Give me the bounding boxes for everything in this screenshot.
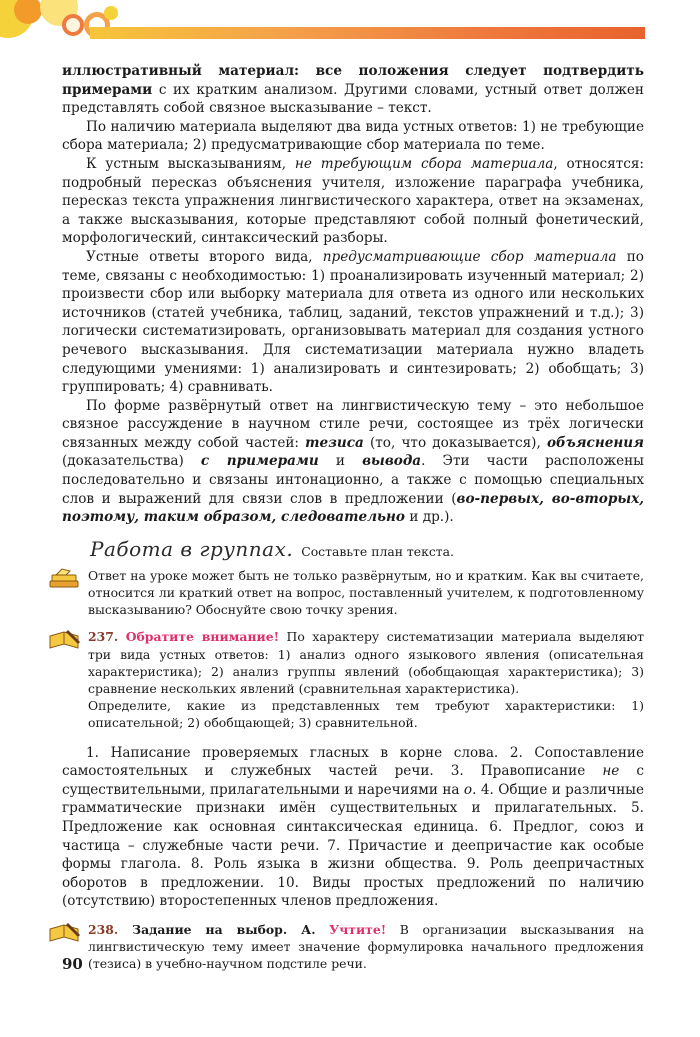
group-work-instruction: Составьте план текста. [301, 543, 454, 559]
pen-notebook-icon [48, 921, 84, 945]
group-work-text: Ответ на уроке может быть не только развёрнутым, но и кратким. Как вы считаете, относится ли краткий ответ на вопрос, поставленный учителем, к подготовленному высказыванию? Обоснуйте свою точку зрения. [88, 567, 644, 618]
paragraph: По форме развёрнутый ответ на лингвистическую тему – это небольшое связное рассуждение в научном стиле речи, состоящее из трёх логически связанных между собой частей: тезиса (то, что доказывается), объяснения (доказательства) с примерами и вывода. Эти части расположены последовательно и связаны интонационно, а также с помощью специальных слов и выражений для связи слов в предложении (во-первых, во-вторых, поэтому, таким образом, следовательно и др.). [62, 397, 644, 526]
task-238 [62, 921, 644, 973]
task-237-topics: 1. Написание проверяемых гласных в корне слова. 2. Сопоставление самостоятельных и служебных частей речи. 3. Правописание не с существительными, прилагательными и наречиями на о. 4. Общие и различные грамматические признаки имён существительных и прилагательных. 5. Предложение как основная синтаксическая единица. 6. Предлог, союз и частица – служебные части речи. 7. Причастие и деепричастие как особые формы глагола. 8. Роль языка в жизни общества. 9. Роль деепричастных оборотов в предложении. 10. Виды простых предложений по наличию (отсутствию) второстепенных членов предложения. [62, 744, 644, 910]
group-work-heading [62, 537, 644, 561]
decor-circle [62, 14, 84, 36]
page-header-decoration [0, 0, 700, 60]
page-content [62, 62, 644, 973]
page-number: 90 [62, 955, 83, 973]
paragraph: иллюстративный материал: все положения следует подтвердить примерами с их кратким анализом. Другими словами, устный ответ должен представлять собой связное высказывание – текст. [62, 63, 644, 117]
paragraph: К устным высказываниям, не требующим сбора материала, относятся: подробный пересказ объяснения учителя, изложение параграфа учебника, пересказ текста упражнения лингвистического характера, ответ на экзаменах, а также высказывания, которые представляют собой полный фонетический, морфологический, синтаксический разборы. [62, 155, 644, 247]
decor-circle [104, 6, 118, 20]
pen-notebook-icon [48, 628, 84, 652]
task-237 [62, 628, 644, 731]
task-238-text: 238. Задание на выбор. А. Учтите! В организации высказывания на лингвистическую тему имеет значение формулировка начального предложения (тезиса) в учебно-научном подстиле речи. [88, 922, 644, 972]
header-stripe [90, 27, 645, 39]
group-work-title: Работа в группах. [90, 536, 294, 561]
task-237-question: Определите, какие из представленных тем требуют характеристики: 1) описательной; 2) обобщающей; 3) сравнительной. [88, 698, 644, 731]
paragraph: Устные ответы второго вида, предусматривающие сбор материала по теме, связаны с необходимостью: 1) проанализировать изученный материал; 2) произвести сбор или выборку материала для ответа из одного или нескольких источников (статей учебника, таблиц, заданий, текстов упражнений и т.д.); 3) логически систематизировать, организовывать материал для создания устного речевого высказывания. Для систематизации материала нужно владеть следующими умениями: 1) анализировать и синтезировать; 2) обобщать; 3) группировать; 4) сравнивать. [62, 248, 644, 396]
task-237-text: 237. Обратите внимание! По характеру систематизации материала выделяют три вида устных ответов: 1) анализ одного языкового явления (описательная характеристика); 2) анализ группы явлений (обобщающая характеристика); 3) сравнение нескольких явлений (сравнительная характеристика). [88, 629, 644, 697]
group-work-block [62, 567, 644, 619]
paragraph: По наличию материала выделяют два вида устных ответов: 1) не требующие сбора материала; 2) предусматривающие сбор материала по теме. [62, 118, 644, 154]
decor-circle [14, 0, 42, 24]
books-icon [48, 567, 84, 591]
